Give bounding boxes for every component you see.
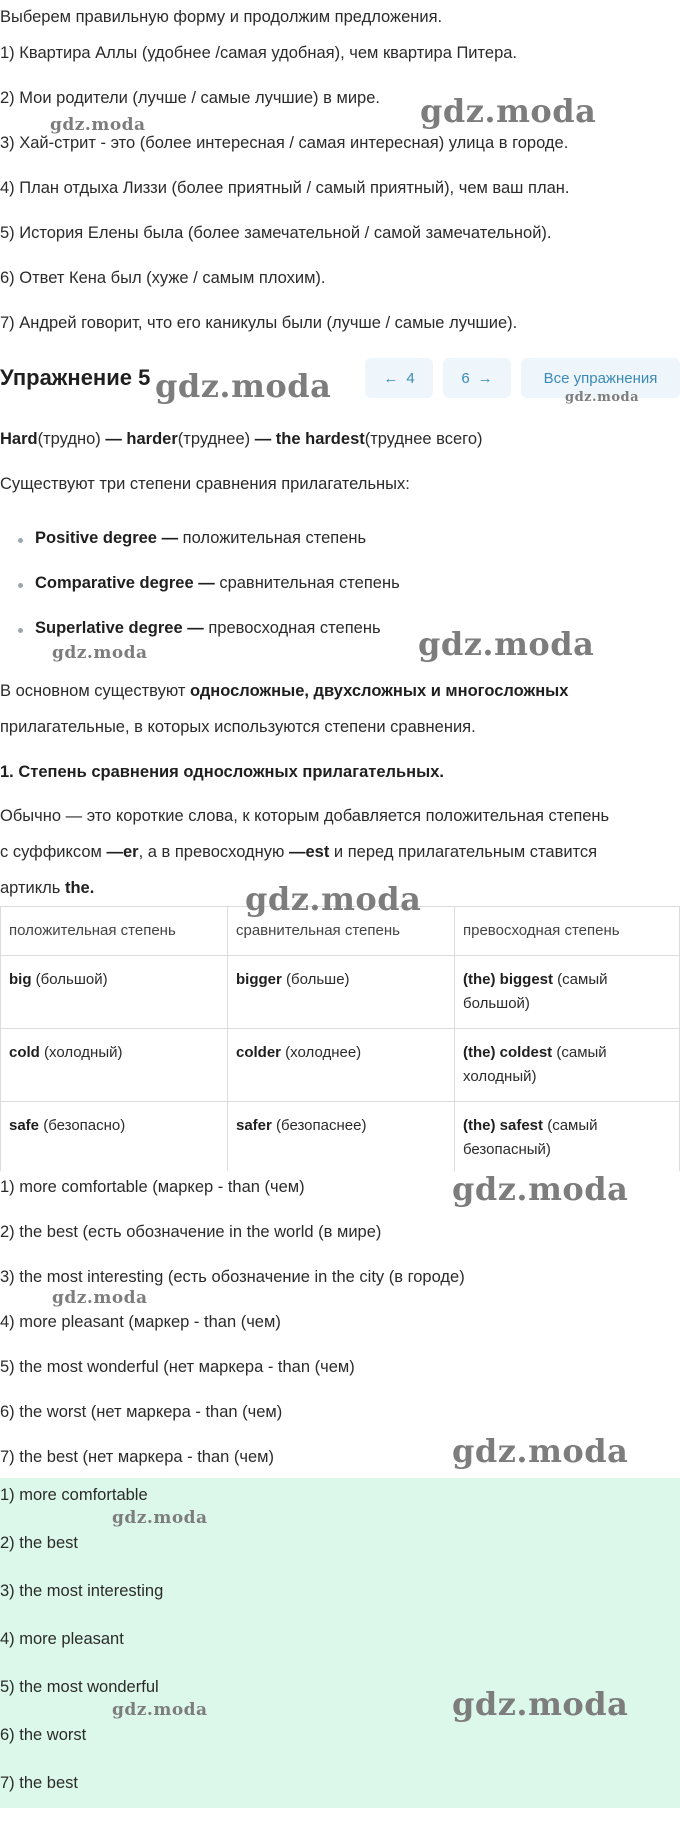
main-paragraph-line2: прилагательные, в которых используются степени сравнения. (0, 718, 476, 736)
answer-item: 3) the most interesting (0, 1582, 164, 1600)
text-fragment: , а в превосходную (138, 843, 289, 861)
table-cell (228, 1029, 455, 1102)
suffix-est: —est (288, 843, 330, 861)
degree-desc: положительная степень (182, 529, 367, 547)
word: cold (9, 1044, 40, 1061)
bullet-icon (18, 583, 23, 588)
watermark-logo: gdz.moda (112, 1700, 208, 1720)
translation: (самый холодный) (463, 1044, 607, 1085)
main-paragraph-line1 (0, 682, 568, 701)
watermark-logo: gdz.moda (245, 880, 422, 918)
translation: (самый безопасный) (463, 1117, 598, 1158)
text-fragment: с суффиксом (0, 843, 107, 861)
prev-exercise-button[interactable] (365, 358, 433, 398)
watermark-logo: gdz.moda (112, 1508, 208, 1528)
dash: — (250, 430, 276, 448)
degree-desc: сравнительная степень (219, 574, 400, 592)
watermark-logo: gdz.moda (52, 643, 148, 663)
word: bigger (236, 971, 282, 988)
degrees-table-container (0, 906, 680, 1171)
bullet-icon (18, 538, 23, 543)
hardest-translation: (труднее всего) (364, 430, 483, 448)
dash: — (100, 430, 127, 448)
intro-item: 6) Ответ Кена был (хуже / самым плохим). (0, 269, 326, 287)
prev-exercise-label: 4 (406, 369, 415, 387)
answer-item: 4) more pleasant (0, 1630, 124, 1648)
word: safer (236, 1117, 272, 1134)
table-cell (228, 956, 455, 1029)
harder-word: harder (126, 430, 178, 448)
article-the: the. (64, 879, 95, 897)
section-heading: 1. Степень сравнения односложных прилагательных. (0, 763, 444, 781)
watermark-logo: gdz.moda (155, 367, 332, 405)
table-header-cell: положительная степень (1, 907, 228, 956)
degrees-table (0, 906, 680, 1171)
table-cell (1, 1102, 228, 1172)
watermark-logo: gdz.moda (452, 1685, 629, 1723)
answer-box (0, 1478, 680, 1808)
hardest-word: the hardest (275, 430, 365, 448)
intro-item: 7) Андрей говорит, что его каникулы были (лучше / самые лучшие). (0, 314, 518, 332)
explanation-item: 3) the most interesting (есть обозначение in the city (в городе) (0, 1268, 465, 1286)
word: safe (9, 1117, 40, 1134)
table-cell (1, 956, 228, 1029)
degree-term: Superlative degree (35, 619, 183, 637)
table-row (1, 956, 680, 1029)
table-cell (455, 1102, 680, 1172)
explanation-item: 5) the most wonderful (нет маркера - than (чем) (0, 1358, 355, 1376)
explanation-item: 1) more comfortable (маркер - than (чем) (0, 1178, 305, 1196)
table-header-cell: сравнительная степень (228, 907, 455, 956)
table-cell (455, 956, 680, 1029)
degree-term: Comparative degree (35, 574, 194, 592)
explanation-item: 2) the best (есть обозначение in the world (в мире) (0, 1223, 382, 1241)
all-exercises-label: Все упражнения (543, 369, 658, 387)
table-row (1, 1102, 680, 1172)
hard-translation: (трудно) (37, 430, 101, 448)
table-header-cell: превосходная степень (455, 907, 680, 956)
harder-translation: (труднее) (177, 430, 251, 448)
intro-item: 2) Мои родители (лучше / самые лучшие) в мире. (0, 89, 380, 107)
table-row (1, 1029, 680, 1102)
exercise-title: Упражнение 5 (0, 365, 151, 390)
next-exercise-label: 6 (461, 369, 470, 387)
intro-item: 1) Квартира Аллы (удобнее /самая удобная), чем квартира Питера. (0, 44, 518, 62)
word: (the) biggest (463, 971, 553, 988)
answer-item: 7) the best (0, 1774, 78, 1792)
degree-term: Positive degree (35, 529, 157, 547)
task-text: Выберем правильную форму и продолжим предложения. (0, 8, 443, 26)
degree-item: Comparative degree — сравнительная степень (35, 574, 400, 592)
syllable-types: односложные, двухсложных и многосложных (189, 682, 569, 700)
usual-line2 (0, 843, 597, 862)
degrees-intro: Существуют три степени сравнения прилагательных: (0, 475, 410, 493)
degree-item: Positive degree — положительная степень (35, 529, 367, 547)
next-exercise-button[interactable] (443, 358, 511, 398)
translation: (больше) (281, 971, 350, 988)
answer-item: 5) the most wonderful (0, 1678, 159, 1696)
text-fragment: артикль (0, 879, 65, 897)
translation: (безопасно) (39, 1117, 126, 1134)
translation: (безопаснее) (271, 1117, 367, 1134)
answer-item: 6) the worst (0, 1726, 87, 1744)
explanation-item: 6) the worst (нет маркера - than (чем) (0, 1403, 283, 1421)
watermark-logo: gdz.moda (452, 1170, 629, 1208)
hard-word: Hard (0, 430, 38, 448)
watermark-logo: gdz.moda (52, 1288, 148, 1308)
intro-item: 4) План отдыха Лиззи (более приятный / самый приятный), чем ваш план. (0, 179, 570, 197)
translation: (холодный) (39, 1044, 123, 1061)
degree-desc: превосходная степень (208, 619, 381, 637)
watermark-logo: gdz.moda (565, 390, 640, 405)
word: (the) safest (463, 1117, 544, 1134)
suffix-er: —er (106, 843, 139, 861)
explanation-item: 7) the best (нет маркера - than (чем) (0, 1448, 275, 1466)
degree-item: Superlative degree — превосходная степень (35, 619, 381, 637)
bullet-icon (18, 628, 23, 633)
watermark-logo: gdz.moda (418, 625, 595, 663)
text-fragment: и перед прилагательным ставится (329, 843, 598, 861)
watermark-logo: gdz.moda (420, 92, 597, 130)
answer-item: 2) the best (0, 1534, 78, 1552)
table-cell (1, 1029, 228, 1102)
watermark-logo: gdz.moda (452, 1432, 629, 1470)
word: colder (236, 1044, 282, 1061)
word: (the) coldest (463, 1044, 553, 1061)
explanation-item: 4) more pleasant (маркер - than (чем) (0, 1313, 281, 1331)
translation: (холоднее) (281, 1044, 362, 1061)
table-cell (228, 1102, 455, 1172)
word: big (9, 971, 32, 988)
usual-line3 (0, 879, 94, 898)
usual-line1: Обычно — это короткие слова, к которым добавляется положительная степень (0, 807, 610, 825)
arrow-right-icon: → (477, 369, 493, 387)
intro-item: 3) Хай-стрит - это (более интересная / самая интересная) улица в городе. (0, 134, 569, 152)
table-cell (455, 1029, 680, 1102)
intro-item: 5) История Елены была (более замечательной / самой замечательной). (0, 224, 552, 242)
answer-item: 1) more comfortable (0, 1486, 148, 1504)
translation: (самый большой) (463, 971, 608, 1012)
translation: (большой) (31, 971, 108, 988)
hard-example (0, 430, 483, 449)
text-fragment: В основном существуют (0, 682, 190, 700)
watermark-logo: gdz.moda (50, 115, 146, 135)
arrow-left-icon: ← (383, 369, 399, 387)
